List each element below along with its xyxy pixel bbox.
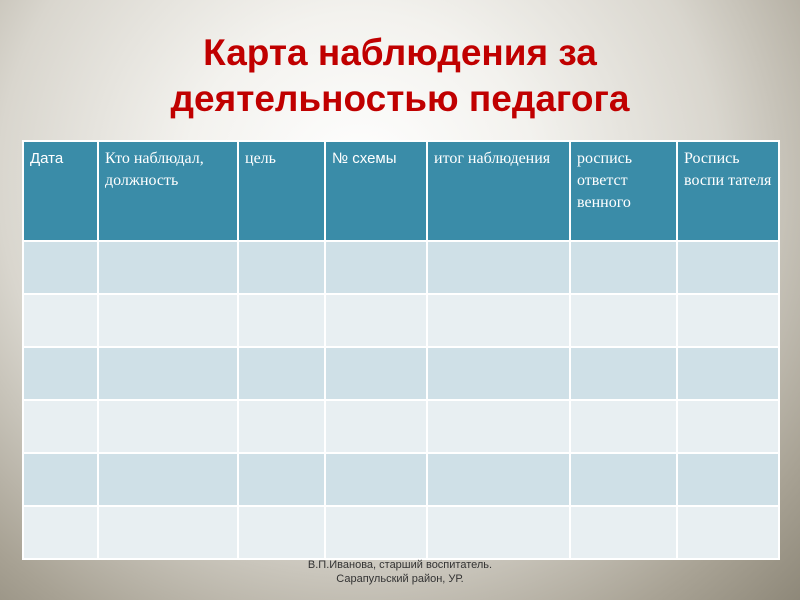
table-cell [427,347,570,400]
slide-title-line-2: деятельностью педагога [170,78,630,119]
table-cell [98,241,238,294]
table-cell [325,453,427,506]
table-cell [238,294,325,347]
table-row [23,241,779,294]
table-cell [325,347,427,400]
table-row [23,294,779,347]
table-cell [677,506,779,559]
table-cell [23,241,98,294]
table-cell [23,294,98,347]
footer-credit [250,558,550,586]
table-cell [325,506,427,559]
table-cell [427,506,570,559]
table-cell [238,400,325,453]
table-cell [23,400,98,453]
table-cell [570,400,677,453]
header-goal: цель [238,141,325,241]
table-cell [427,241,570,294]
table-row [23,506,779,559]
slide-title-line-1: Карта наблюдения за [203,32,597,73]
header-responsible-signature: роспись ответст венного [570,141,677,241]
slide-title [0,30,800,122]
table-header-row [23,141,779,241]
table-cell [23,453,98,506]
header-teacher-signature: Роспись воспи тателя [677,141,779,241]
footer-line-1: В.П.Иванова, старший воспитатель. [307,559,493,571]
table-cell [23,347,98,400]
table-cell [325,400,427,453]
table-cell [325,241,427,294]
table-cell [570,294,677,347]
table-cell [98,453,238,506]
table-cell [238,347,325,400]
table-cell [570,241,677,294]
table-cell [238,241,325,294]
header-observation-result: итог наблюдения [427,141,570,241]
header-observer: Кто наблюдал, должность [98,141,238,241]
header-date: Дата [23,141,98,241]
table-cell [23,506,98,559]
table-cell [427,453,570,506]
table-cell [677,294,779,347]
table-cell [98,400,238,453]
table-cell [325,294,427,347]
table-cell [238,506,325,559]
table-row [23,400,779,453]
table-cell [427,400,570,453]
table-cell [677,241,779,294]
observation-table [22,140,780,560]
table-cell [677,400,779,453]
table-row [23,453,779,506]
table-cell [98,347,238,400]
table-cell [238,453,325,506]
table-cell [98,294,238,347]
header-scheme-number: № схемы [325,141,427,241]
table-cell [427,294,570,347]
table-cell [677,453,779,506]
footer-line-2: Сарапульский район, УР. [336,573,464,585]
table-cell [570,453,677,506]
table-cell [677,347,779,400]
table-cell [570,506,677,559]
table-cell [98,506,238,559]
table-row [23,347,779,400]
table-cell [570,347,677,400]
